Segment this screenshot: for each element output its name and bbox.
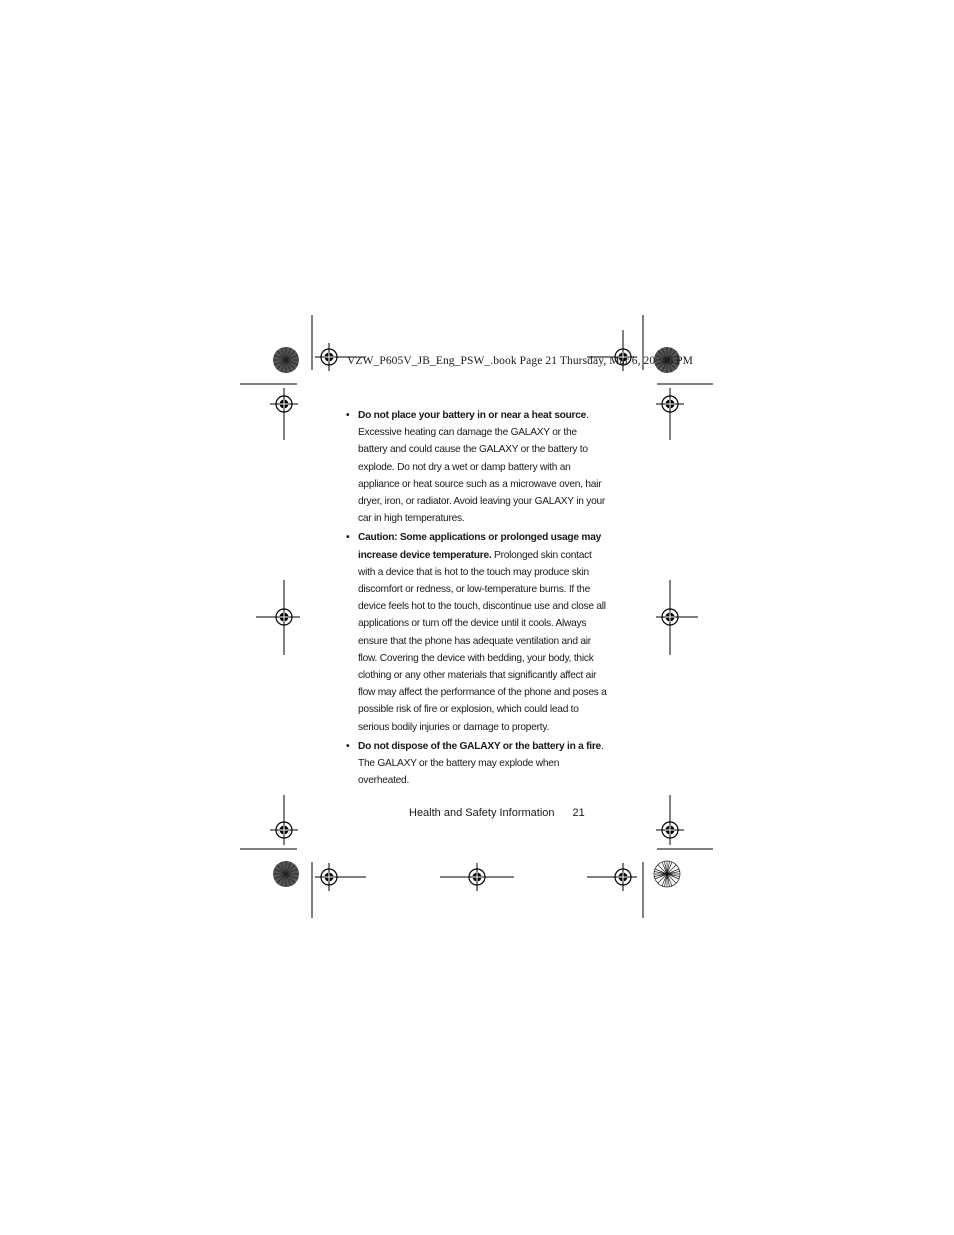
page-footer (409, 807, 585, 819)
print-slug: VZW_P605V_JB_Eng_PSW_.book Page 21 Thursday, Mar 6, 20 :46 PM (347, 355, 693, 367)
bullet-heading: Do not dispose of the GALAXY or the battery in a fire (358, 740, 601, 752)
bullet-icon: • (346, 740, 350, 752)
list-item (345, 738, 607, 790)
page-number: 21 (572, 807, 585, 819)
bullet-body: . The GALAXY or the battery may explode when overheated. (358, 740, 604, 787)
safety-content (345, 407, 607, 791)
bullet-body: Prolonged skin contact with a device that is hot to the touch may produce skin discomfort or redness, or low-temperature burns. If the device feels hot to the touch, discontinue use and close all applications or turn off the device until it cools. Always ensure that the phone has adequate ventilation and air flow. Covering the device with bedding, your body, thick clothing or any other materials that significantly affect air flow may affect the performance of the phone and poses a possible risk of fire or explosion, which could lead to serious bodily injuries or damage to property. (358, 549, 607, 733)
bullet-icon: • (346, 410, 350, 421)
bullet-body: . Excessive heating can damage the GALAXY or the battery and could cause the GALAXY or the battery to explode. Do not dry a wet or damp battery with an appliance or heat source such as a microwave oven, hair dryer, iron, or radiator. Avoid leaving your GALAXY in your car in high temperatures. (358, 410, 606, 525)
safety-bullet-list (345, 407, 607, 789)
footer-section-title: Health and Safety Information (409, 807, 555, 819)
bullet-icon: • (346, 532, 350, 544)
bullet-heading: Do not place your battery in or near a heat source (358, 410, 587, 421)
list-item (345, 529, 607, 735)
list-item (345, 407, 607, 527)
bullet-heading: Caution: Some applications or prolonged usage may increase device temperature. (358, 532, 602, 561)
